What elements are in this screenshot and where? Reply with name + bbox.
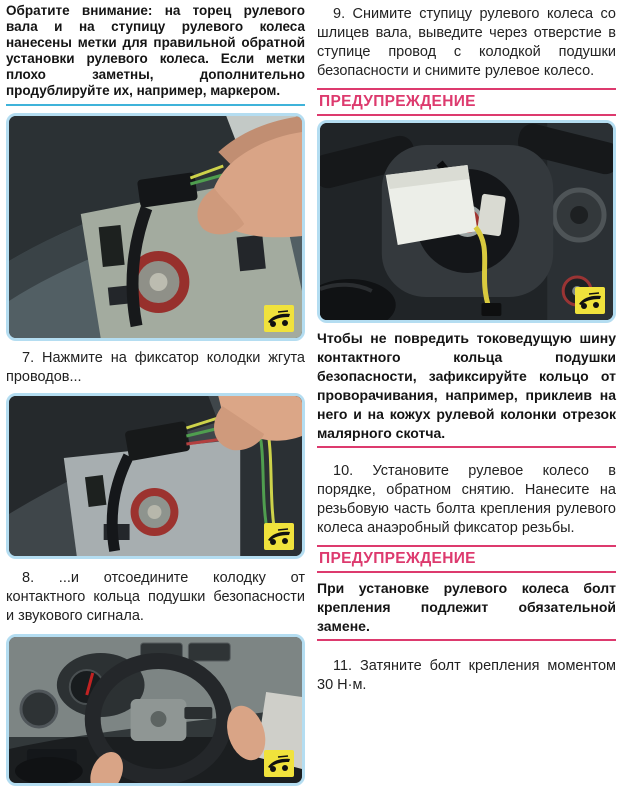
photo-disconnect-connector [6, 393, 305, 559]
photo-press-connector-lock [6, 113, 305, 341]
warning-1-text: Чтобы не повредить токоведущую шину контактного кольца подушки безопасности, зафиксируйте кольцо от проворачивания, например, приклеив на него и на кожух рулевой колонки отрезок малярного скотча. [317, 330, 616, 441]
photo-illustration [9, 396, 302, 556]
photo-illustration [9, 116, 302, 338]
warning-rule [317, 639, 616, 641]
step-8-text: 8. ...и отсоедините колодку от контактного кольца подушки безопасности и звукового сигнала. [6, 570, 305, 624]
right-column [317, 3, 616, 800]
warning-2-title: ПРЕДУПРЕЖДЕНИЕ [319, 550, 476, 567]
warning-1-title: ПРЕДУПРЕЖДЕНИЕ [319, 93, 476, 110]
photo-illustration [320, 123, 613, 320]
warning-rule [317, 446, 616, 448]
note-paragraph: Обратите внимание: на торец рулевого вала и на ступицу рулевого колеса нанесены метки для правильной обратной установки рулевого колеса. Если метки плохо заметны, дополнительно продублируйте их, например, маркером. [6, 3, 305, 98]
warning-2-text: При установке рулевого колеса болт крепления подлежит обязательной замене. [317, 580, 616, 634]
warning-2-body [317, 579, 616, 641]
car-icon [264, 523, 294, 550]
warning-2-header [317, 545, 616, 573]
photo-remove-steering-wheel [6, 634, 305, 786]
car-icon [575, 287, 605, 314]
car-icon [264, 305, 294, 332]
warning-1-header [317, 88, 616, 116]
warning-rule [317, 571, 616, 573]
warning-rule [317, 114, 616, 116]
step-11-text: 11. Затяните болт крепления моментом 30 Н·м. [317, 658, 616, 693]
left-column [6, 3, 305, 800]
step-7-text: 7. Нажмите на фиксатор колодки жгута проводов... [6, 350, 305, 385]
note-divider [6, 104, 305, 106]
step-9-text: 9. Снимите ступицу рулевого колеса со шлицев вала, выведите через отверстие в ступице провод с колодкой подушки безопасности и снимите рулевое колесо. [317, 6, 616, 79]
car-icon [264, 750, 294, 777]
photo-steering-column-taped [317, 120, 616, 323]
warning-1-body [317, 329, 616, 448]
photo-illustration [9, 637, 302, 783]
step-10-text: 10. Установите рулевое колесо в порядке, обратном снятию. Нанесите на резьбовую часть болта крепления рулевого колеса анаэробный фиксатор резьбы. [317, 463, 616, 536]
